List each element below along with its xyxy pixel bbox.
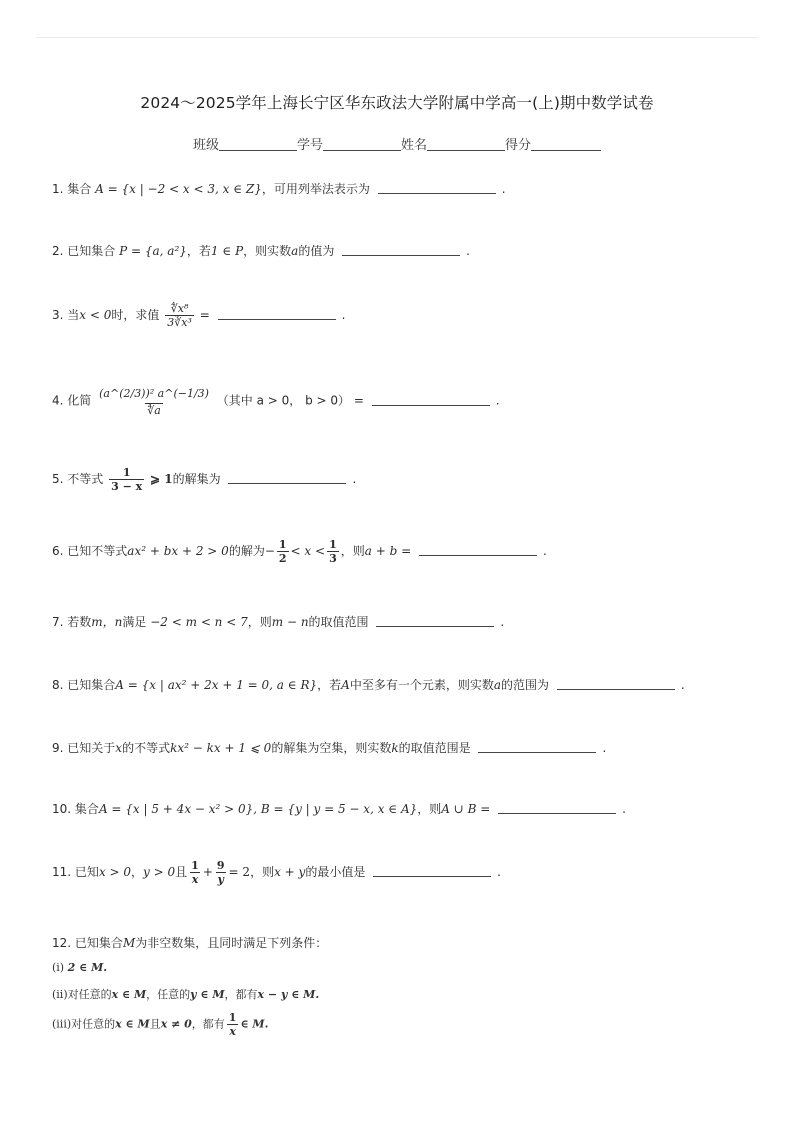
question-number: 1. (52, 182, 64, 196)
question-end: . (500, 615, 505, 629)
answer-blank[interactable] (376, 615, 494, 627)
question-text: ，则 (417, 802, 442, 816)
math-expression: 1 ∈ P (210, 244, 244, 258)
question-4 (52, 385, 500, 417)
math-expression: m − n (271, 615, 309, 629)
class-blank[interactable] (219, 137, 297, 151)
fraction-numerator: 1 (329, 538, 337, 551)
math-expression: A = {x | ax² + 2x + 1 = 0, a ∈ R} (115, 678, 318, 692)
question-number: 10. (52, 802, 72, 816)
question-text: 的不等式 (122, 741, 171, 755)
question-3 (52, 302, 345, 329)
fraction (109, 466, 144, 493)
question-text: 集合 (67, 182, 92, 196)
math-expression: x − y ∈ M. (257, 988, 320, 1001)
score-label: 得分 (505, 138, 532, 153)
answer-blank[interactable] (342, 244, 460, 256)
fraction-numerator: (a^(2/3))² a^(−1/3) (99, 387, 209, 400)
question-condition: （其中 a > 0， b > 0） (216, 393, 351, 408)
answer-blank[interactable] (498, 802, 616, 814)
math-expression: x ∈ M (115, 1017, 150, 1031)
question-12 (52, 934, 327, 951)
question-6 (52, 538, 547, 565)
math-variable: m，n (91, 615, 123, 629)
question-text: ，若 (317, 678, 342, 692)
question-end: . (466, 244, 470, 258)
math-variable: k (391, 741, 399, 755)
fraction (97, 385, 211, 417)
question-number: 11. (52, 865, 72, 879)
fraction-numerator: 1 (228, 1011, 237, 1024)
question-number: 12. (52, 936, 72, 950)
question-text: 的解集为 (172, 472, 221, 486)
question-end: . (352, 472, 357, 486)
equals-sign: = (353, 393, 364, 408)
question-text: 化简 (67, 393, 92, 408)
question-9 (52, 739, 606, 756)
math-expression: −2 < m < n < 7 (150, 615, 248, 629)
question-end: . (542, 544, 547, 558)
math-expression: x < 0 (79, 308, 112, 322)
fraction-denominator: 3∛x³ (167, 316, 192, 329)
fraction-denominator: 3 − x (111, 480, 143, 493)
math-expression: a + b = (364, 544, 412, 558)
question-text: 的值为 (298, 244, 335, 258)
math-expression: x ≠ 0 (160, 1017, 192, 1031)
answer-blank[interactable] (557, 678, 675, 690)
math-expression: x ∈ M (111, 988, 147, 1001)
condition-1 (52, 961, 107, 974)
fraction (327, 538, 339, 565)
fraction-numerator: 1 (278, 538, 287, 551)
condition-3 (52, 1011, 268, 1038)
fraction-denominator: y (217, 873, 224, 886)
fraction-denominator: ∜a (147, 404, 161, 417)
question-number: 3. (52, 308, 64, 322)
question-end: . (497, 865, 501, 879)
condition-label: (ii) (52, 988, 68, 1001)
question-text: 对任意的 (67, 988, 112, 1001)
question-text: 且 (149, 1017, 161, 1031)
question-5 (52, 466, 356, 493)
minus-sign: − (264, 544, 275, 558)
question-number: 7. (52, 615, 64, 629)
page-title: 2024～2025学年上海长宁区华东政法大学附属中学高一(上)期中数学试卷 (140, 94, 654, 112)
question-text: 已知 (74, 865, 99, 879)
name-blank[interactable] (427, 137, 505, 151)
question-text: 已知集合 (67, 244, 116, 258)
question-text: 已知集合 (67, 678, 116, 692)
fraction-denominator: 3 (329, 552, 337, 565)
fraction-denominator: 2 (278, 552, 287, 565)
question-7 (52, 613, 504, 630)
plus-sign: + (202, 865, 213, 879)
question-text: 满足 (122, 615, 147, 629)
header-divider (36, 37, 758, 38)
math-expression: x > 0 (98, 865, 132, 879)
answer-blank[interactable] (373, 865, 491, 877)
question-text: ，都有 (191, 1017, 225, 1031)
fraction (165, 302, 194, 329)
math-expression: A = {x | 5 + 4x − x² > 0} (98, 802, 254, 816)
question-text: ，若 (186, 244, 211, 258)
condition-2 (52, 986, 319, 1002)
fraction-numerator: 1 (122, 466, 131, 479)
fraction (215, 859, 227, 886)
question-end: . (602, 741, 607, 755)
question-text: 若数 (67, 615, 92, 629)
answer-blank[interactable] (218, 308, 336, 320)
question-text: ，则 (247, 615, 272, 629)
math-expression: x + y (274, 865, 306, 879)
math-expression: y > 0 (143, 865, 176, 879)
question-end: . (680, 678, 685, 692)
question-text: ， (131, 865, 144, 879)
math-variable: A (341, 678, 350, 692)
question-text: ，任意的 (146, 988, 191, 1001)
question-text: ，可用列举法表示为 (261, 182, 370, 196)
fraction (227, 1011, 239, 1038)
question-text: 的取值范围 (308, 615, 369, 629)
question-text: 已知关于 (67, 741, 116, 755)
question-text: 为非空数集，且同时满足下列条件： (135, 936, 328, 950)
question-text: ，都有 (224, 988, 258, 1001)
question-number: 2. (52, 244, 64, 258)
math-expression: = 2 (228, 865, 251, 879)
question-text: 的解集为空集，则实数 (271, 741, 392, 755)
condition-label: (iii) (52, 1017, 72, 1031)
question-end: . (495, 393, 500, 408)
condition-label: (i) (52, 961, 65, 974)
name-label: 姓名 (401, 138, 428, 153)
class-label: 班级 (192, 138, 219, 153)
question-text: 中至多有一个元素，则实数 (349, 678, 494, 692)
fraction (277, 538, 289, 565)
math-expression: < x < (290, 544, 326, 558)
question-text: ，则实数 (243, 244, 292, 258)
math-expression: A = {x | −2 < x < 3, x ∈ Z} (95, 182, 262, 196)
math-expression: 2 ∈ M. (67, 961, 108, 974)
question-text: 已知不等式 (67, 544, 128, 558)
math-variable: a (291, 244, 299, 258)
question-number: 5. (52, 472, 64, 486)
question-8 (52, 676, 685, 693)
number-label: 学号 (296, 138, 323, 153)
math-expression: ax² + bx + 2 > 0 (127, 544, 229, 558)
answer-blank[interactable] (378, 182, 496, 194)
fraction-numerator: 1 (191, 859, 199, 872)
question-text: 且 (175, 865, 188, 879)
question-1 (52, 180, 506, 197)
answer-blank[interactable] (478, 741, 596, 753)
question-11 (52, 859, 501, 886)
score-blank[interactable] (531, 137, 601, 151)
question-2 (52, 242, 470, 259)
question-text: 的取值范围是 (398, 741, 471, 755)
question-text: 的解为 (228, 544, 265, 558)
question-number: 4. (52, 393, 64, 408)
answer-blank[interactable] (372, 394, 490, 406)
question-text: 当 (67, 308, 80, 322)
fraction-denominator: x (229, 1025, 236, 1038)
question-end: . (341, 308, 346, 322)
math-expression: P = {a, a²} (119, 244, 187, 258)
math-expression: kx² − kx + 1 ⩽ 0 (170, 741, 272, 755)
question-number: 9. (52, 741, 64, 755)
answer-blank[interactable] (419, 544, 537, 556)
question-text: 已知集合 (74, 936, 123, 950)
question-text: 的最小值是 (305, 865, 366, 879)
fraction-numerator: 9 (216, 859, 225, 872)
math-expression: ∈ M. (240, 1017, 269, 1031)
question-text: 不等式 (67, 472, 104, 486)
number-blank[interactable] (323, 137, 401, 151)
question-text: 时，求值 (111, 308, 160, 322)
question-10 (52, 800, 626, 817)
math-expression: y ∈ M (190, 988, 225, 1001)
math-expression: , B = {y | y = 5 − x, x ∈ A} (253, 802, 418, 816)
question-end: . (622, 802, 626, 816)
student-info-row (0, 134, 794, 153)
question-number: 8. (52, 678, 64, 692)
question-text: 的范围为 (501, 678, 550, 692)
answer-blank[interactable] (228, 472, 346, 484)
math-variable: x (115, 741, 123, 755)
fraction (189, 859, 201, 886)
fraction-denominator: x (191, 873, 199, 886)
math-variable: M (122, 936, 136, 950)
fraction-numerator: ∜x⁸ (170, 302, 189, 315)
question-text: 对任意的 (71, 1017, 116, 1031)
question-number: 6. (52, 544, 64, 558)
question-text: 集合 (74, 802, 99, 816)
math-expression: A ∪ B = (441, 802, 491, 816)
question-text: ，则 (250, 865, 275, 879)
math-expression: ⩾ 1 (150, 472, 173, 486)
question-end: . (501, 182, 506, 196)
question-text: ，则 (340, 544, 365, 558)
equals-sign: = (199, 308, 210, 322)
math-variable: a (493, 678, 501, 692)
